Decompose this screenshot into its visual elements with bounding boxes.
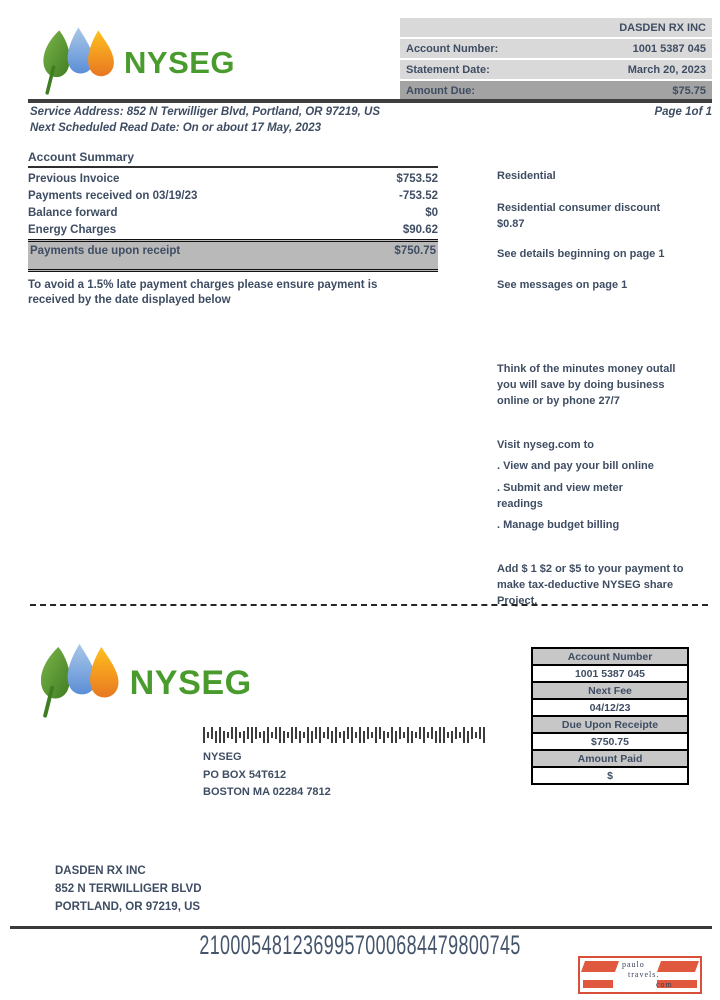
header-divider <box>28 99 712 103</box>
barcode-bar <box>451 731 453 743</box>
barcode-bar <box>375 727 377 743</box>
stub-header-amount-paid: Amount Paid <box>532 750 688 767</box>
barcode-bar <box>371 732 373 738</box>
summary-value: -753.52 <box>398 189 438 202</box>
footer-divider <box>10 926 712 929</box>
barcode-bar <box>447 732 449 738</box>
amount-due-label: Amount Due: <box>406 85 476 97</box>
summary-label: Balance forward <box>28 206 118 219</box>
barcode-bar <box>263 731 265 743</box>
barcode-bar <box>311 731 313 743</box>
nyseg-logo-stub <box>35 640 252 726</box>
barcode-bar <box>339 732 341 738</box>
barcode-bar <box>223 731 225 743</box>
barcode-bar <box>323 732 325 738</box>
barcode-bar <box>359 727 361 743</box>
promo-paragraph: Think of the minutes money outall you will save by doing business online or by phone 27/7 <box>497 363 676 407</box>
barcode-bar <box>315 727 317 739</box>
customer-address <box>55 862 202 916</box>
barcode-bar <box>435 731 437 743</box>
payments-due-row <box>30 243 436 259</box>
barcode-bar <box>255 727 257 739</box>
barcode-bar <box>331 731 333 743</box>
barcode-bar <box>307 727 309 743</box>
barcode-bar <box>343 731 345 743</box>
payments-due-box <box>28 239 438 272</box>
barcode-bar <box>427 732 429 738</box>
paulotravels-watermark <box>578 956 702 994</box>
barcode-bar <box>267 727 269 743</box>
barcode-bar <box>439 727 441 743</box>
remit-address <box>203 749 331 802</box>
barcode-bar <box>411 731 413 743</box>
watermark-text-line2: travels. <box>628 970 660 979</box>
account-summary <box>28 150 438 308</box>
stub-amount-paid-field: $ <box>532 767 688 784</box>
barcode-bar <box>303 732 305 738</box>
payment-stub-table <box>531 647 689 785</box>
nyseg-logo-text: NYSEG <box>124 45 236 80</box>
customer-street: 852 N TERWILLIGER BLVD <box>55 883 202 895</box>
barcode-bar <box>403 732 405 738</box>
summary-value: $753.52 <box>396 172 438 185</box>
barcode-bar <box>419 727 421 739</box>
barcode-bar <box>355 732 357 738</box>
barcode-bar <box>423 727 425 743</box>
remit-city: BOSTON MA 02284 7812 <box>203 786 331 798</box>
stub-account-number: 1001 5387 045 <box>532 665 688 682</box>
barcode-bar <box>347 727 349 739</box>
barcode-bar <box>383 731 385 743</box>
summary-row <box>28 221 438 238</box>
barcode-bar <box>391 727 393 743</box>
barcode-bar <box>279 727 281 743</box>
summary-label: Energy Charges <box>28 223 117 236</box>
donation-note: Add $ 1 $2 or $5 to your payment to make tax-deductive NYSEG share Project. <box>497 563 684 607</box>
barcode-bar <box>243 731 245 743</box>
barcode-bar <box>239 732 241 738</box>
summary-label: Previous Invoice <box>28 172 120 185</box>
barcode-bar <box>387 732 389 738</box>
barcode-bar <box>287 732 289 738</box>
nyseg-drops-icon <box>35 640 121 726</box>
statement-date-label: Statement Date: <box>406 63 490 76</box>
barcode-bar <box>203 727 205 743</box>
messages-note: See messages on page 1 <box>497 279 628 291</box>
summary-value: $0 <box>425 206 438 219</box>
bullet-budget-billing: . Manage budget billing <box>497 519 620 531</box>
barcode-bar <box>235 727 237 743</box>
bullet-meter-readings: . Submit and view meter readings <box>497 482 623 510</box>
barcode-bar <box>219 727 221 743</box>
watermark-text-line3: com <box>656 980 673 989</box>
stub-next-fee-date: 04/12/23 <box>532 699 688 716</box>
barcode-bar <box>259 732 261 738</box>
nyseg-logo-text: NYSEG <box>129 663 252 702</box>
barcode-bar <box>455 727 457 739</box>
company-name: DASDEN RX INC <box>619 21 706 34</box>
barcode-bar <box>247 727 249 739</box>
discount-line2: $0.87 <box>497 218 525 230</box>
barcode-bar <box>479 727 481 739</box>
nyseg-drops-icon <box>38 24 116 102</box>
service-address-line <box>30 106 712 118</box>
stub-header-account-number: Account Number <box>532 648 688 665</box>
summary-label: Payments received on 03/19/23 <box>28 189 198 202</box>
payments-due-label: Payments due upon receipt <box>30 245 181 257</box>
details-note: See details beginning on page 1 <box>497 248 665 260</box>
account-number-value: 1001 5387 045 <box>632 42 706 55</box>
barcode-bar <box>251 727 253 743</box>
summary-row <box>28 204 438 221</box>
barcode-bar <box>483 727 485 743</box>
barcode-bar <box>271 732 273 738</box>
summary-value: $90.62 <box>402 223 438 236</box>
stub-header-due-upon-receipt: Due Upon Receipte <box>532 716 688 733</box>
late-payment-note: To avoid a 1.5% late payment charges please ensure payment is received by the date displayed below <box>28 279 378 306</box>
watermark-stripe-icon <box>581 961 619 972</box>
service-type: Residential <box>497 170 556 182</box>
service-address: Service Address: 852 N Terwilliger Blvd, Portland, OR 97219, US <box>30 106 381 118</box>
stub-header-next-fee: Next Fee <box>532 682 688 699</box>
barcode-bar <box>459 732 461 738</box>
barcode-bar <box>351 727 353 743</box>
account-number-row <box>400 39 712 58</box>
barcode-bar <box>363 731 365 743</box>
stub-due-amount: $750.75 <box>532 733 688 750</box>
customer-name: DASDEN RX INC <box>55 865 146 877</box>
customer-city: PORTLAND, OR 97219, US <box>55 901 201 913</box>
barcode-bar <box>379 727 381 739</box>
barcode-bar <box>275 727 277 739</box>
amount-due-row <box>400 81 712 101</box>
barcode-bar <box>231 727 233 739</box>
barcode-bar <box>395 731 397 743</box>
barcode-bar <box>207 732 209 738</box>
barcode-bar <box>367 727 369 739</box>
account-summary-title: Account Summary <box>28 150 438 168</box>
barcode-bar <box>443 727 445 743</box>
barcode-bar <box>463 727 465 743</box>
barcode-bar <box>327 727 329 739</box>
barcode-bar <box>211 727 213 739</box>
visit-line: Visit nyseg.com to <box>497 439 594 451</box>
barcode-bar <box>283 731 285 743</box>
barcode-bar <box>467 731 469 743</box>
barcode-bar <box>415 732 417 738</box>
account-company-row <box>400 18 712 37</box>
statement-date-row <box>400 60 712 79</box>
amount-due-value: $75.75 <box>672 85 706 97</box>
barcode-bar <box>299 731 301 743</box>
barcode-bar <box>335 727 337 743</box>
payments-due-value: $750.75 <box>394 245 436 257</box>
remit-name: NYSEG <box>203 751 242 763</box>
remit-po-box: PO BOX 54T612 <box>203 768 287 781</box>
bullet-pay-online: . View and pay your bill online <box>497 460 654 472</box>
barcode-bar <box>475 732 477 738</box>
barcode-bar <box>471 727 473 739</box>
scan-line-container <box>0 930 720 960</box>
discount-note <box>497 200 709 232</box>
barcode-bar <box>431 727 433 739</box>
summary-row <box>28 187 438 204</box>
tear-off-separator <box>30 604 708 606</box>
barcode-bar <box>319 727 321 743</box>
next-read-date: Next Scheduled Read Date: On or about 17 May, 2023 <box>30 122 321 134</box>
watermark-stripe-icon <box>657 961 699 972</box>
nyseg-logo <box>38 24 235 102</box>
mail-barcode <box>203 727 485 743</box>
page-indicator: Page 1of 1 <box>654 106 712 118</box>
barcode-bar <box>407 727 409 743</box>
right-column <box>497 168 709 609</box>
account-number-label: Account Number: <box>406 42 499 55</box>
statement-date-value: March 20, 2023 <box>627 63 706 76</box>
account-info-table <box>400 18 712 101</box>
barcode-bar <box>399 727 401 739</box>
barcode-bar <box>215 731 217 743</box>
barcode-bar <box>227 732 229 738</box>
barcode-bar <box>295 727 297 739</box>
scan-line-number: 2100054812369957000684479800745 <box>199 930 521 960</box>
watermark-stripe-icon <box>583 980 613 988</box>
discount-line1: Residential consumer discount <box>497 202 661 214</box>
summary-row <box>28 170 438 187</box>
watermark-text-line1: paulo <box>622 960 645 969</box>
barcode-bar <box>291 727 293 743</box>
